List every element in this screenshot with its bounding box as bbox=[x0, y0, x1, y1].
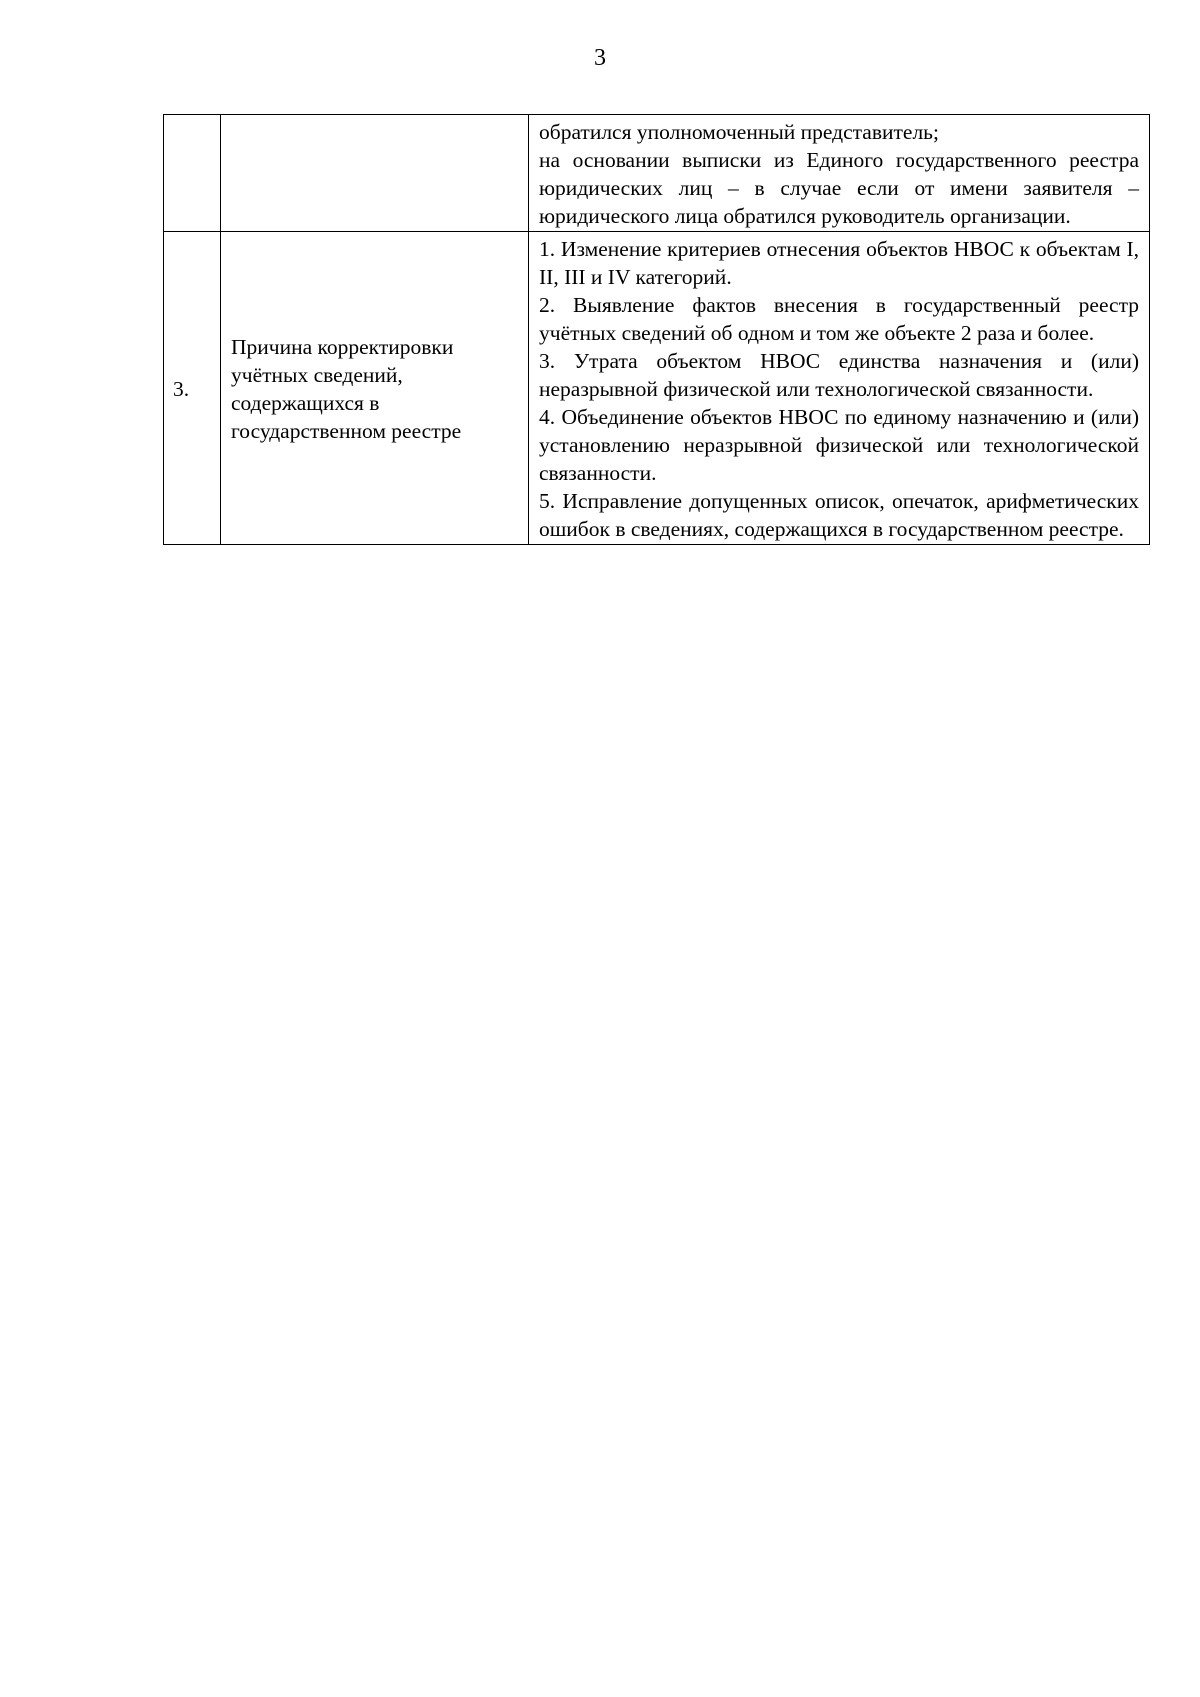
description-paragraph: 4. Объединение объектов НВОС по единому назначению и (или) установлению неразрывной физической или технологической связанности. bbox=[539, 405, 1139, 485]
table-row bbox=[164, 115, 1150, 232]
document-table bbox=[163, 114, 1150, 545]
description-paragraph: обратился уполномоченный представитель; bbox=[539, 120, 939, 144]
description-paragraph: 2. Выявление фактов внесения в государственный реестр учётных сведений об одном и том же объекте 2 раза и более. bbox=[539, 293, 1139, 345]
row-name-cell: Причина корректировки учётных сведений, содержащихся в государственном реестре bbox=[221, 232, 529, 545]
row-description-cell bbox=[529, 115, 1150, 232]
table-row bbox=[164, 232, 1150, 545]
row-description-cell bbox=[529, 232, 1150, 545]
row-number-cell: 3. bbox=[164, 232, 221, 545]
row-name-cell bbox=[221, 115, 529, 232]
description-paragraph: 1. Изменение критериев отнесения объектов НВОС к объектам I, II, III и IV категорий. bbox=[539, 237, 1139, 289]
description-paragraph: 3. Утрата объектом НВОС единства назначения и (или) неразрывной физической или технологической связанности. bbox=[539, 349, 1139, 401]
description-paragraph: 5. Исправление допущенных описок, опечаток, арифметических ошибок в сведениях, содержащихся в государственном реестре. bbox=[539, 489, 1139, 541]
row-number-cell bbox=[164, 115, 221, 232]
description-paragraph: на основании выписки из Единого государственного реестра юридических лиц – в случае если от имени заявителя – юридического лица обратился руководитель организации. bbox=[539, 148, 1139, 228]
page-number: 3 bbox=[594, 45, 606, 71]
